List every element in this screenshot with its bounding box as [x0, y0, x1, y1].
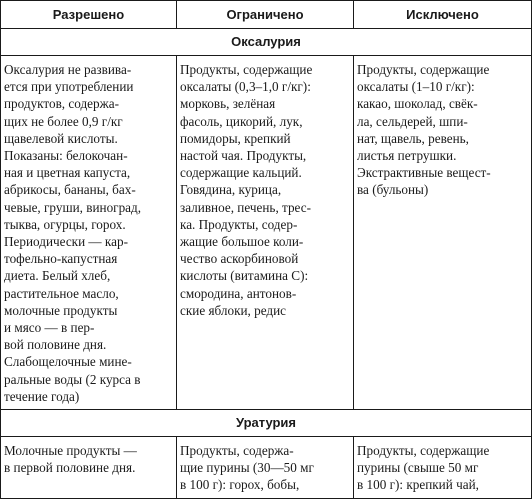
text-line: абрикосы, бананы, бах-: [4, 182, 136, 198]
text-line: молочные продукты: [4, 302, 118, 318]
cell-allowed: [1, 56, 177, 410]
section-row-uraturia: [1, 410, 532, 437]
text-line: Продукты, содержа-: [180, 443, 294, 459]
text-line: ется при употреблении: [4, 79, 134, 95]
text-line: Продукты, содержащие: [357, 62, 490, 77]
text-line: течение года): [4, 388, 80, 404]
text-line: продуктов, содержа-: [4, 96, 119, 112]
text-line: Говядина, курица,: [180, 182, 282, 198]
text-line: и мясо — в пер-: [4, 320, 95, 336]
text-line: ские яблоки, редис: [180, 302, 287, 318]
text-line: оксалаты (0,3–1,0 г/кг):: [180, 79, 311, 95]
text-line: Показаны: белокочан-: [4, 148, 128, 164]
uraturia-row: [1, 437, 532, 499]
text-line: морковь, зелёная: [180, 96, 276, 112]
text-line: ная и цветная капуста,: [4, 165, 131, 181]
text-line: Периодически — кар-: [4, 234, 128, 250]
text-line: чество аскорбиновой: [180, 251, 299, 267]
cell-excluded: [354, 437, 532, 499]
text-line: оксалаты (1–10 г/кг):: [357, 79, 475, 95]
text-line: в первой половине дня.: [4, 460, 136, 476]
text-line: содержащие кальций.: [180, 165, 302, 181]
text-line: ральные воды (2 курса в: [4, 371, 141, 387]
text-line: в 100 г): горох, бобы,: [180, 477, 300, 493]
section-title: Уратурия: [1, 410, 532, 437]
text-line: щавелевой кислоты.: [4, 130, 118, 146]
text-line: какао, шоколад, свёк-: [357, 96, 478, 112]
text-line: ка. Продукты, содер-: [180, 216, 298, 232]
text-line: пурины (свыше 50 мг: [357, 460, 479, 476]
header-row: [1, 1, 532, 29]
text-line: жащие большое коли-: [180, 234, 304, 250]
header-allowed: Разрешено: [1, 1, 177, 29]
text-line: помидоры, крепкий: [180, 130, 291, 146]
cell-limited: [177, 56, 354, 410]
text-line: вой половине дня.: [4, 337, 107, 353]
text-line: тофельно-капустная: [4, 251, 118, 267]
section-title: Оксалурия: [1, 29, 532, 56]
text-line: настой чая. Продукты,: [180, 148, 307, 164]
header-limited: Ограничено: [177, 1, 354, 29]
text-line: нат, щавель, ревень,: [357, 130, 469, 146]
text-line: в 100 г): крепкий чай,: [357, 477, 479, 493]
text-line: чевые, груши, виноград,: [4, 199, 142, 215]
cell-limited: [177, 437, 354, 499]
text-line: смородина, антонов-: [180, 285, 297, 301]
text-line: растительное масло,: [4, 285, 119, 301]
header-excluded: Исключено: [354, 1, 532, 29]
text-line: Экстрактивные вещест-: [357, 165, 491, 181]
cell-allowed: [1, 437, 177, 499]
text-line: ва (бульоны): [357, 182, 429, 198]
text-line: фасоль, цикорий, лук,: [180, 113, 303, 129]
text-line: Оксалурия не развива-: [4, 62, 132, 77]
text-line: кислоты (витамина С):: [180, 268, 309, 284]
text-line: заливное, печень, трес-: [180, 199, 311, 215]
text-line: ла, сельдерей, шпи-: [357, 113, 468, 129]
text-line: тыква, огурцы, горох.: [4, 216, 126, 232]
section-row-oxaluria: [1, 29, 532, 56]
text-line: Молочные продукты —: [4, 443, 137, 459]
text-line: Продукты, содержащие: [357, 443, 490, 459]
text-line: диета. Белый хлеб,: [4, 268, 111, 284]
text-line: Продукты, содержащие: [180, 62, 313, 77]
oxaluria-row: [1, 56, 532, 410]
text-line: щие пурины (30—50 мг: [180, 460, 314, 476]
text-line: листья петрушки.: [357, 148, 457, 164]
cell-excluded: [354, 56, 532, 410]
text-line: Слабощелочные мине-: [4, 354, 132, 370]
text-line: щих не более 0,9 г/кг: [4, 113, 123, 129]
